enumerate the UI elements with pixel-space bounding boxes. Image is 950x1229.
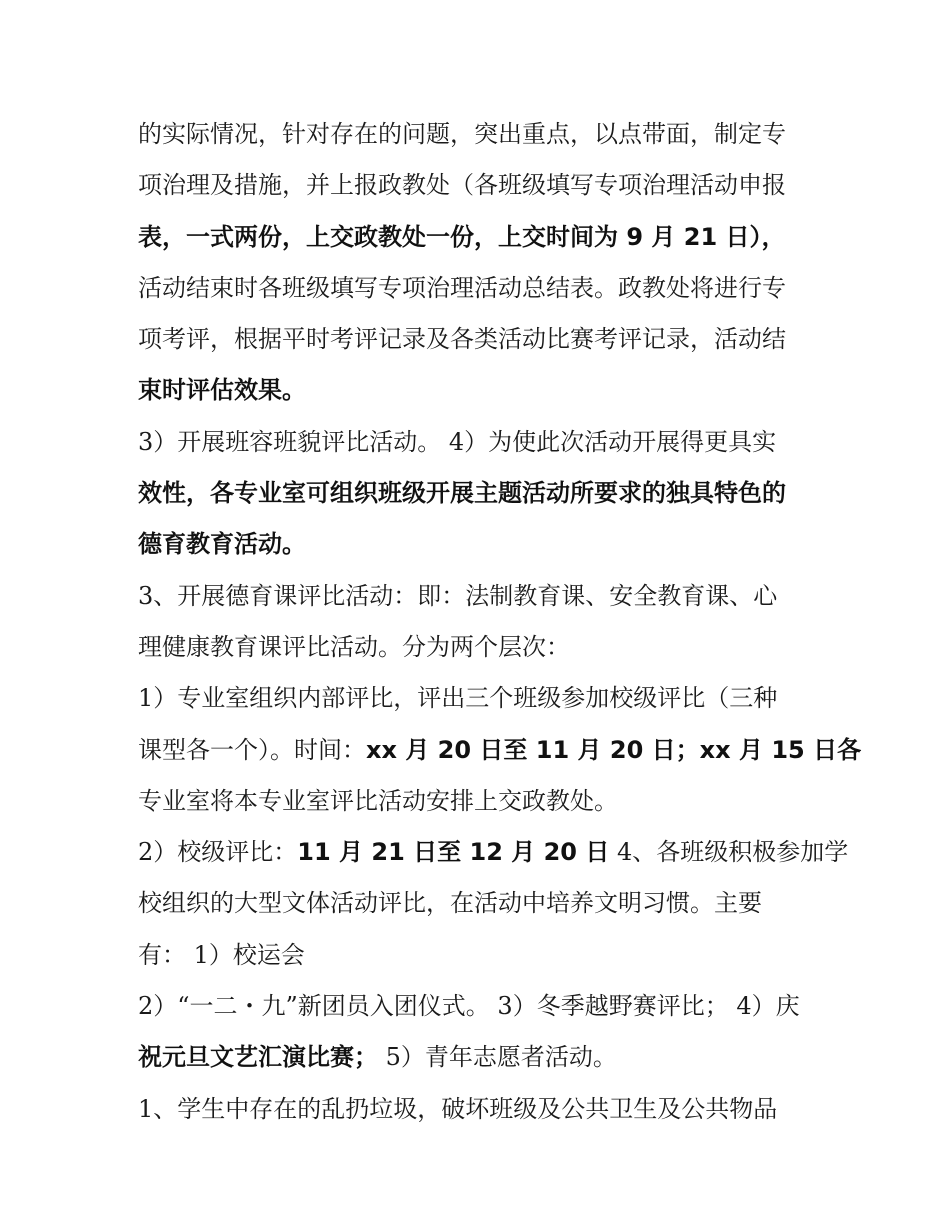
text-line: 束时评估效果。 — [138, 376, 306, 405]
text-line: 项考评，根据平时考评记录及各类活动比赛考评记录，活动结 — [138, 325, 786, 354]
text-line-mixed — [138, 827, 849, 878]
text-line: 理健康教育课评比活动。分为两个层次： — [138, 632, 570, 661]
text-line: 3、开展德育课评比活动：即：法制教育课、安全教育课、心 — [138, 581, 778, 610]
text-line: 有： 1）校运会 — [138, 940, 305, 969]
text-line: 1）专业室组织内部评比，评出三个班级参加校级评比（三种 — [138, 684, 778, 713]
text-segment: 2）校级评比： — [138, 838, 298, 867]
text-line: 专业室将本专业室评比活动安排上交政教处。 — [138, 786, 618, 815]
text-segment-bold: 祝元旦文艺汇演比赛； — [138, 1043, 378, 1072]
text-line: 1、学生中存在的乱扔垃圾，破坏班级及公共卫生及公共物品 — [138, 1094, 778, 1123]
text-line: 的实际情况，针对存在的问题，突出重点，以点带面，制定专 — [138, 120, 786, 148]
text-segment: 4、各班级积极参加学 — [609, 838, 849, 867]
text-line: 3）开展班容班貌评比活动。 4）为使此次活动开展得更具实 — [138, 427, 777, 456]
text-line: 2）“一二・九”新团员入团仪式。 3）冬季越野赛评比； 4）庆 — [138, 992, 800, 1021]
document-body — [138, 109, 862, 1135]
text-line: 表，一式两份，上交政教处一份，上交时间为 9 月 21 日）， — [138, 222, 786, 251]
text-segment: 5）青年志愿者活动。 — [378, 1043, 617, 1072]
text-segment-bold: 11 月 21 日至 12 月 20 日 — [297, 838, 610, 867]
text-line-mixed — [138, 1032, 818, 1083]
text-line-mixed — [138, 725, 862, 776]
text-segment: 课型各一个）。时间： — [138, 735, 366, 764]
text-line: 校组织的大型文体活动评比，在活动中培养文明习惯。主要 — [138, 889, 762, 918]
text-line: 项治理及措施，并上报政教处（各班级填写专项治理活动申报 — [138, 171, 786, 200]
text-segment-bold: xx 月 20 日至 11 月 20 日；xx 月 15 日各 — [366, 735, 862, 764]
text-line: 德育教育活动。 — [138, 530, 306, 559]
text-line: 效性，各专业室可组织班级开展主题活动所要求的独具特色的 — [138, 479, 786, 508]
text-line: 活动结束时各班级填写专项治理活动总结表。政教处将进行专 — [138, 273, 786, 302]
